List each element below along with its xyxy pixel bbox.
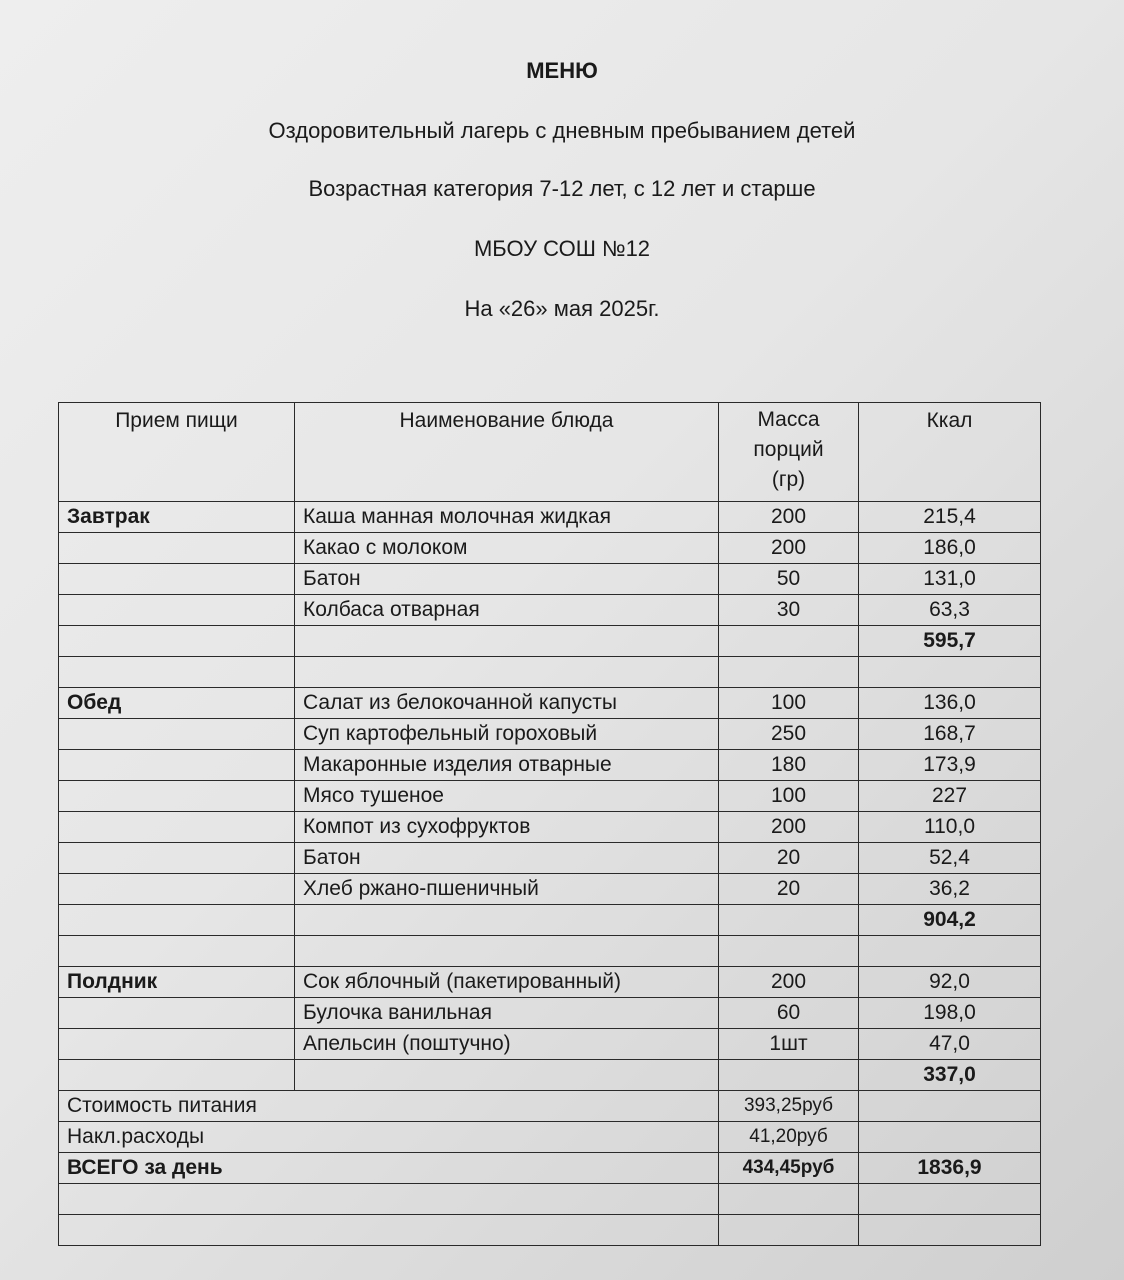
empty-cell	[719, 1215, 859, 1246]
meal-cell	[59, 626, 295, 657]
dish-cell: Батон	[295, 564, 719, 595]
meal-cell	[59, 905, 295, 936]
table-row	[59, 936, 1041, 967]
kcal-cell	[859, 657, 1041, 688]
kcal-cell: 136,0	[859, 688, 1041, 719]
mass-cell: 180	[719, 750, 859, 781]
mass-cell: 200	[719, 967, 859, 998]
empty-cell	[859, 1184, 1041, 1215]
summary-row	[59, 1153, 1041, 1184]
school-name: МБОУ СОШ №12	[473, 236, 651, 261]
dish-cell: Мясо тушеное	[295, 781, 719, 812]
subtotal-kcal-cell: 337,0	[859, 1060, 1041, 1091]
header-dish: Наименование блюда	[295, 403, 719, 502]
meal-cell	[59, 533, 295, 564]
meal-cell: Полдник	[59, 967, 295, 998]
header-meal: Прием пищи	[59, 403, 295, 502]
table-row	[59, 874, 1041, 905]
mass-cell: 100	[719, 688, 859, 719]
table-row	[59, 998, 1041, 1029]
menu-table	[58, 402, 1041, 1246]
kcal-cell: 186,0	[859, 533, 1041, 564]
kcal-cell: 52,4	[859, 843, 1041, 874]
table-row	[59, 1029, 1041, 1060]
kcal-cell: 110,0	[859, 812, 1041, 843]
mass-cell: 100	[719, 781, 859, 812]
meal-cell	[59, 998, 295, 1029]
table-row	[59, 750, 1041, 781]
mass-cell	[719, 626, 859, 657]
mass-cell: 200	[719, 812, 859, 843]
meal-cell	[59, 1060, 295, 1091]
summary-kcal: 1836,9	[859, 1153, 1041, 1184]
dish-cell: Каша манная молочная жидкая	[295, 502, 719, 533]
table-row	[59, 533, 1041, 564]
subtotal-kcal-cell: 904,2	[859, 905, 1041, 936]
mass-cell	[719, 905, 859, 936]
meal-cell	[59, 750, 295, 781]
dish-cell	[295, 1060, 719, 1091]
mass-cell	[719, 1060, 859, 1091]
table-row	[59, 595, 1041, 626]
kcal-cell: 63,3	[859, 595, 1041, 626]
age-category: Возрастная категория 7-12 лет, с 12 лет и старше	[308, 176, 816, 201]
mass-cell	[719, 936, 859, 967]
dish-cell: Батон	[295, 843, 719, 874]
meal-cell: Завтрак	[59, 502, 295, 533]
table-row	[59, 502, 1041, 533]
dish-cell	[295, 936, 719, 967]
dish-cell: Макаронные изделия отварные	[295, 750, 719, 781]
mass-cell: 20	[719, 843, 859, 874]
dish-cell: Апельсин (поштучно)	[295, 1029, 719, 1060]
dish-cell: Колбаса отварная	[295, 595, 719, 626]
summary-row	[59, 1122, 1041, 1153]
header-mass-line: порций	[753, 438, 824, 461]
mass-cell	[719, 657, 859, 688]
meal-cell	[59, 595, 295, 626]
subtotal-row	[59, 626, 1041, 657]
kcal-cell: 92,0	[859, 967, 1041, 998]
subtotal-kcal-cell: 595,7	[859, 626, 1041, 657]
mass-cell: 200	[719, 533, 859, 564]
kcal-cell	[859, 936, 1041, 967]
dish-cell	[295, 626, 719, 657]
kcal-cell: 36,2	[859, 874, 1041, 905]
meal-cell	[59, 812, 295, 843]
kcal-cell: 131,0	[859, 564, 1041, 595]
meal-cell	[59, 657, 295, 688]
dish-cell: Какао с молоком	[295, 533, 719, 564]
header-mass-line: (гр)	[771, 468, 806, 491]
meal-cell	[59, 564, 295, 595]
menu-date: На «26» мая 2025г.	[464, 296, 660, 321]
header-kcal: Ккал	[859, 403, 1041, 502]
camp-name: Оздоровительный лагерь с дневным пребыванием детей	[268, 118, 856, 143]
mass-cell: 20	[719, 874, 859, 905]
meal-cell	[59, 781, 295, 812]
meal-cell	[59, 843, 295, 874]
meal-cell	[59, 1029, 295, 1060]
header-mass-line: Масса	[757, 408, 820, 431]
dish-cell: Компот из сухофруктов	[295, 812, 719, 843]
mass-cell: 200	[719, 502, 859, 533]
dish-cell	[295, 657, 719, 688]
empty-cell	[59, 1215, 719, 1246]
kcal-cell: 168,7	[859, 719, 1041, 750]
empty-cell	[59, 1184, 719, 1215]
summary-kcal	[859, 1122, 1041, 1153]
summary-label: Стоимость питания	[59, 1091, 719, 1122]
dish-cell: Сок яблочный (пакетированный)	[295, 967, 719, 998]
dish-cell: Булочка ванильная	[295, 998, 719, 1029]
meal-cell	[59, 874, 295, 905]
dish-cell: Суп картофельный гороховый	[295, 719, 719, 750]
document-title: МЕНЮ	[526, 58, 598, 83]
table-row	[59, 719, 1041, 750]
mass-cell: 50	[719, 564, 859, 595]
meal-cell: Обед	[59, 688, 295, 719]
summary-label: ВСЕГО за день	[59, 1153, 719, 1184]
table-header-row	[59, 403, 1041, 502]
empty-cell	[719, 1184, 859, 1215]
mass-cell: 250	[719, 719, 859, 750]
table-row	[59, 843, 1041, 874]
dish-cell	[295, 905, 719, 936]
summary-row	[59, 1091, 1041, 1122]
kcal-cell: 47,0	[859, 1029, 1041, 1060]
summary-cost: 41,20руб	[719, 1122, 859, 1153]
table-row	[59, 812, 1041, 843]
kcal-cell: 227	[859, 781, 1041, 812]
summary-kcal	[859, 1091, 1041, 1122]
table-row	[59, 781, 1041, 812]
subtotal-row	[59, 1060, 1041, 1091]
empty-row	[59, 1215, 1041, 1246]
meal-cell	[59, 936, 295, 967]
mass-cell: 30	[719, 595, 859, 626]
empty-row	[59, 1184, 1041, 1215]
table-row	[59, 657, 1041, 688]
header-mass	[719, 403, 859, 502]
table-row	[59, 688, 1041, 719]
kcal-cell: 198,0	[859, 998, 1041, 1029]
subtotal-row	[59, 905, 1041, 936]
dish-cell: Салат из белокочанной капусты	[295, 688, 719, 719]
empty-cell	[859, 1215, 1041, 1246]
mass-cell: 1шт	[719, 1029, 859, 1060]
kcal-cell: 173,9	[859, 750, 1041, 781]
summary-cost: 434,45руб	[719, 1153, 859, 1184]
summary-cost: 393,25руб	[719, 1091, 859, 1122]
dish-cell: Хлеб ржано-пшеничный	[295, 874, 719, 905]
table-row	[59, 967, 1041, 998]
summary-label: Накл.расходы	[59, 1122, 719, 1153]
kcal-cell: 215,4	[859, 502, 1041, 533]
table-row	[59, 564, 1041, 595]
mass-cell: 60	[719, 998, 859, 1029]
meal-cell	[59, 719, 295, 750]
